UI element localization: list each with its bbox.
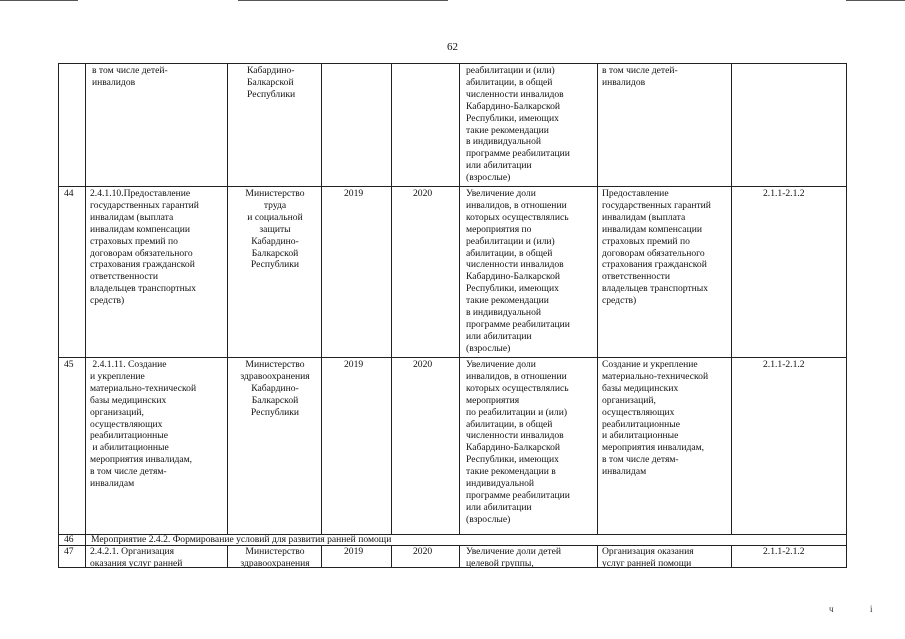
scan-mark: і — [870, 604, 873, 614]
cell-event: в том числе детей- инвалидов — [92, 65, 168, 88]
table-border — [391, 545, 392, 568]
cell-executor: Министерство труда и социальной защиты Кабардино- Балкарской Республики — [245, 188, 305, 271]
table-border — [227, 63, 228, 534]
table-border — [459, 545, 460, 568]
cell-row-number: 46 — [64, 534, 74, 545]
table-border — [597, 545, 598, 568]
cell-indicator: реабилитации и (или) абилитации, в общей численности инвалидов Кабардино-Балкарской Республики, имеющих такие рекомендации в индивидуальной программе реабилитации или абилитации (взрослые) — [466, 65, 570, 184]
cell-end-year: 2020 — [413, 546, 433, 557]
section-heading: Мероприятие 2.4.2. Формирование условий для развития ранней помощи — [91, 534, 392, 545]
table-border — [58, 186, 847, 187]
cell-result: в том числе детей- инвалидов — [602, 65, 678, 88]
cell-result: Предоставление государственных гарантий инвалидам (выплата инвалидам компенсации страховых премий по договорам обязательного страхования гражданской ответственности владельцев транспортных средств) — [602, 188, 711, 307]
cell-start-year: 2019 — [344, 546, 364, 557]
cell-row-number: 47 — [64, 546, 74, 557]
scan-artifact-line — [238, 0, 448, 1]
scan-artifact-line — [846, 0, 905, 1]
cell-executor: Министерство здравоохранения Кабардино- Балкарской Республики — [240, 359, 310, 418]
cell-link: 2.1.1-2.1.2 — [763, 359, 805, 370]
cell-link: 2.1.1-2.1.2 — [763, 546, 805, 557]
cell-result: Организация оказания услуг ранней помощи — [602, 546, 694, 569]
cell-row-number: 44 — [64, 188, 74, 199]
cell-link: 2.1.1-2.1.2 — [763, 188, 805, 199]
table-border — [85, 63, 86, 568]
cell-result: Создание и укрепление материально-технической базы медицинских организаций, осуществляющих реабилитационные и абилитационные мероприятия инвалидам, в том числе детям- инвалидам — [602, 359, 709, 478]
cell-start-year: 2019 — [344, 188, 364, 199]
table-border — [391, 63, 392, 534]
table-border — [731, 545, 732, 568]
cell-event: 2.4.1.10.Предоставление государственных гарантий инвалидам (выплата инвалидам компенсации страховых премий по договорам обязательного страхования гражданской ответственности владельцев транспортных средств) — [90, 188, 199, 307]
table-border — [58, 63, 847, 64]
table-border — [58, 63, 59, 568]
table-border — [731, 63, 732, 534]
cell-executor: Министерство здравоохранения — [240, 546, 310, 569]
scan-mark: ч — [829, 604, 834, 614]
table-border — [58, 357, 847, 358]
cell-end-year: 2020 — [413, 359, 433, 370]
cell-start-year: 2019 — [344, 359, 364, 370]
cell-event: 2.4.1.11. Создание и укрепление материально-технической базы медицинских организаций, осуществляющих реабилитационные и абилитационные мероприятия инвалидам, в том числе детям- инвалидам — [90, 359, 197, 490]
cell-indicator: Увеличение доли инвалидов, в отношении которых осуществлялись мероприятия по реабилитации и (или) абилитации, в общей численности инвалидов Кабардино-Балкарской Республики, имеющих такие рекомендации в индивидуальной программе реабилитации или абилитации (взрослые) — [466, 359, 570, 525]
cell-row-number: 45 — [64, 359, 74, 370]
program-table — [58, 63, 847, 568]
scan-artifact-line — [0, 0, 78, 1]
cell-end-year: 2020 — [413, 188, 433, 199]
table-border — [597, 63, 598, 534]
table-border — [846, 63, 847, 568]
cell-indicator: Увеличение доли инвалидов, в отношении которых осуществлялись мероприятия по реабилитации и (или) абилитации, в общей численности инвалидов Кабардино-Балкарской Республики, имеющих такие рекомендации в индивидуальной программе реабилитации или абилитации (взрослые) — [466, 188, 570, 354]
table-border — [459, 63, 460, 534]
page-number: 62 — [447, 41, 458, 53]
cell-indicator: Увеличение доли детей целевой группы, — [466, 546, 561, 569]
cell-event: 2.4.2.1. Организация оказания услуг ранней — [90, 546, 183, 569]
cell-executor: Кабардино- Балкарской Республики — [247, 65, 296, 100]
table-border — [321, 63, 322, 534]
